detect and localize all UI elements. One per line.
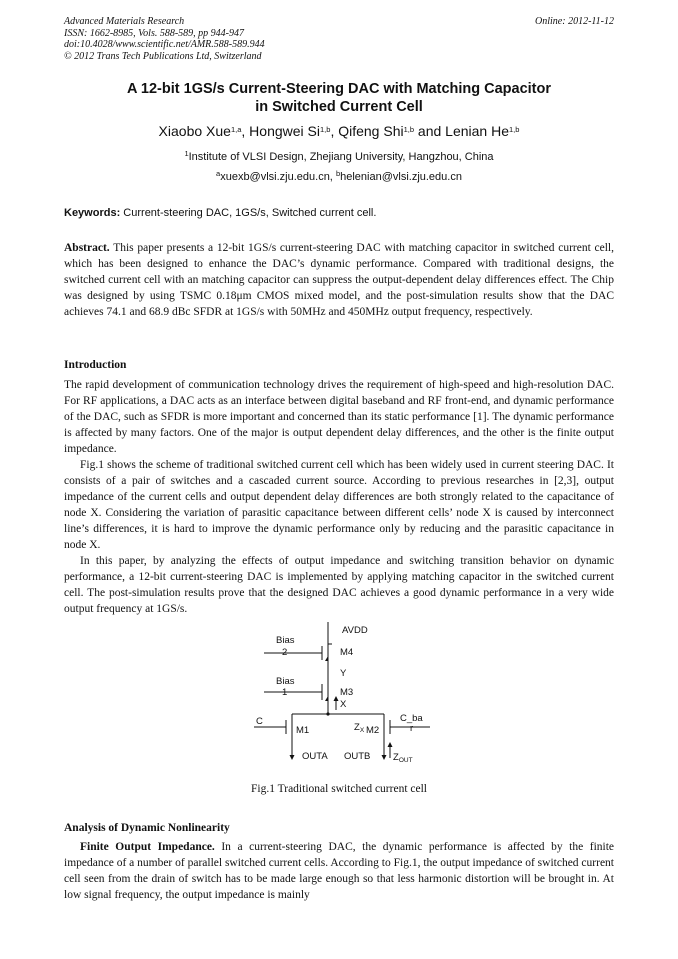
- abstract-text: This paper presents a 12-bit 1GS/s current-steering DAC with matching capacitor in switched current cell, which has been designed to enhance the DAC’s dynamic performance. Compared with traditional designs, the switched current cell with an matching capacitor can suppress the output-dependent delay differences effect. The Chip was designed by using TSMC 0.18μm CMOS mixed model, and the post-simulation results show that the DAC achieves 74.1 and 68.9 dBc SFDR at 1GS/s with 50MHz and 450MHz output frequency, respectively.: [64, 242, 614, 318]
- label-avdd: AVDD: [342, 625, 368, 636]
- label-c-bar-a: C_ba: [400, 713, 423, 724]
- label-bias2-b: 2: [282, 647, 288, 658]
- finite-output-impedance-label: Finite Output Impedance.: [80, 841, 215, 853]
- title-line-2: in Switched Current Cell: [255, 99, 423, 115]
- abstract-label: Abstract.: [64, 242, 110, 254]
- email-mark-a: a: [216, 169, 221, 178]
- author-name: Lenian He: [445, 123, 509, 139]
- doi-line: doi:10.4028/www.scientific.net/AMR.588-589.944: [64, 39, 265, 50]
- label-bias1-a: Bias: [276, 676, 295, 687]
- analysis-heading: Analysis of Dynamic Nonlinearity: [64, 822, 230, 834]
- label-y: Y: [340, 668, 347, 679]
- keywords: [64, 206, 376, 220]
- outa-arrow-head: [290, 755, 295, 760]
- keywords-text: Current-steering DAC, 1GS/s, Switched current cell.: [120, 207, 377, 219]
- label-zout-main: Z: [393, 752, 399, 763]
- label-zx: [354, 722, 365, 734]
- author-name: Qifeng Shi: [338, 123, 404, 139]
- introduction-heading: Introduction: [64, 359, 127, 371]
- label-m3: M3: [340, 687, 354, 698]
- label-bias2-a: Bias: [276, 635, 295, 646]
- label-c: C: [256, 716, 263, 727]
- author-separator: ,: [330, 123, 339, 139]
- keywords-label: Keywords:: [64, 207, 121, 219]
- introduction-body: [64, 377, 614, 617]
- label-zx-sub: X: [359, 727, 365, 734]
- figure-caption: Fig.1 Traditional switched current cell: [251, 783, 427, 795]
- email-a: xuexb@vlsi.zju.edu.cn,: [220, 171, 336, 183]
- label-bias1-b: 1: [282, 687, 288, 698]
- author-name: Xiaobo Xue: [158, 123, 231, 139]
- label-zx-main: Z: [354, 722, 360, 733]
- email-b: helenian@vlsi.zju.edu.cn: [340, 171, 462, 183]
- zx-arrow-head: [334, 696, 339, 701]
- analysis-text: In a current-steering DAC, the dynamic performance is affected by the finite impedance of a number of parallel switched current cells. According to Fig.1, the output impedance of switched current cell seen from the drain of switch has to be made large enough so that less harmonic distortion will be brought in. At low signal frequency, the output impedance is mainly: [64, 841, 615, 901]
- author-separator: ,: [241, 123, 250, 139]
- label-outa: OUTA: [302, 751, 328, 762]
- affiliation: [64, 150, 614, 164]
- intro-paragraph-2: Fig.1 shows the scheme of traditional switched current cell which has been widely used in current steering DAC. It consists of a pair of switches and a cascaded current source. According to previous researches in [2,3], output impedance of the current cells and output dependent delay differences are both strongly related to the capacitance of node X. Considering the variation of parasitic capacitance between different cells’ node X is caused by interconnect line’s differences, it is hard to improve the dynamic performance only by reducing and the parasitic capacitance in node X.: [64, 459, 614, 551]
- author-name: Hongwei Si: [249, 123, 320, 139]
- author-affil-mark: 1,b: [403, 125, 415, 134]
- author-separator: and: [414, 123, 446, 139]
- label-c-bar-b: r: [410, 723, 414, 734]
- paper-title: [64, 80, 614, 116]
- intro-paragraph-3: In this paper, by analyzing the effects of output impedance and switching transition behavior on dynamic performance, a 12-bit current-steering DAC is implemented by applying matching capacitor in the switched current cell. The post-simulation results prove that the designed DAC achieves a good dynamic performance in a very wide output frequency at 1GS/s.: [64, 555, 614, 615]
- analysis-paragraph-1: [64, 839, 614, 903]
- label-zout: [393, 752, 413, 764]
- author-list: [64, 122, 614, 140]
- affiliation-text: Institute of VLSI Design, Zhejiang University, Hangzhou, China: [188, 151, 494, 163]
- label-zout-sub: OUT: [398, 757, 413, 764]
- issn-line: ISSN: 1662-8985, Vols. 588-589, pp 944-947: [64, 27, 244, 39]
- label-outb: OUTB: [344, 751, 371, 762]
- label-m4: M4: [340, 647, 354, 658]
- online-date: Online: 2012-11-12: [535, 16, 614, 27]
- email-mark-b: b: [335, 169, 341, 178]
- intro-paragraph-1: The rapid development of communication technology drives the requirement of high-speed and high-resolution DAC. For RF applications, a DAC acts as an interface between digital baseband and RF front-end, and dynamic performance of the DAC, such as SFDR is more important and concerned than its static performance [1]. The dynamic performance is affected by many factors. One of the major is output dependent delay differences, and the other is the finite output impedance.: [64, 379, 614, 455]
- author-affil-mark: 1,a: [230, 125, 242, 134]
- author-emails: [64, 170, 614, 184]
- abstract: [64, 240, 614, 320]
- title-line-1: A 12-bit 1GS/s Current-Steering DAC with Matching Capacitor: [126, 81, 552, 97]
- switched-current-cell-schematic: [240, 618, 440, 770]
- label-m2: M2: [366, 725, 380, 736]
- node-x-dot: [326, 712, 329, 715]
- outb-arrow-head: [382, 755, 387, 760]
- author-affil-mark: 1,b: [320, 125, 331, 134]
- zout-arrow-head: [388, 742, 393, 747]
- label-x: X: [340, 699, 347, 710]
- journal-header: [64, 16, 265, 62]
- label-m1: M1: [296, 725, 310, 736]
- copyright-line: © 2012 Trans Tech Publications Ltd, Switzerland: [64, 50, 262, 62]
- author-affil-mark: 1,b: [509, 125, 520, 134]
- analysis-body: [64, 839, 614, 903]
- journal-name: Advanced Materials Research: [64, 16, 185, 27]
- affiliation-mark: 1: [184, 149, 189, 158]
